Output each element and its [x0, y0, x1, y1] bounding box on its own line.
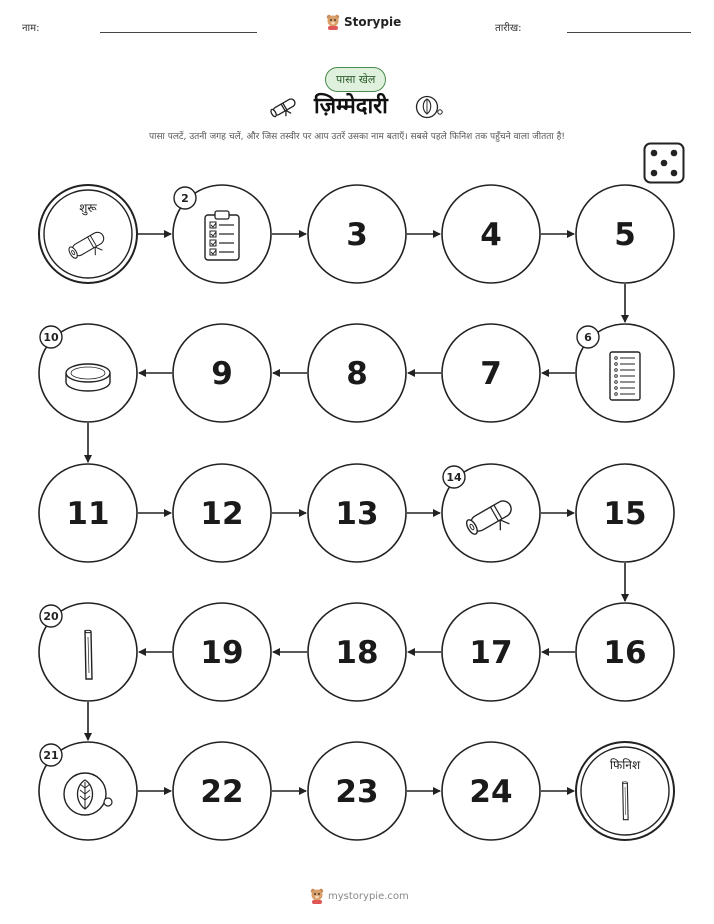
- board-space-10: [39, 324, 137, 422]
- finish-label: फिनिश: [609, 758, 641, 772]
- board-space-21: [39, 742, 137, 840]
- board-space-15: [576, 464, 674, 562]
- space-number: 24: [469, 774, 513, 810]
- space-number: 10: [43, 331, 59, 344]
- board-space-22: [173, 742, 271, 840]
- board-space-20: [39, 603, 137, 701]
- board-space-9: [173, 324, 271, 422]
- instructions: पासा पलटें, उतनी जगह चलें, और जिस तस्वीर पर आप उतरें उसका नाम बताएँ। सबसे पहले फिनिश तक पहुँचने वाला जीतता है!: [149, 132, 565, 142]
- game-type-badge: पासा खेल: [325, 67, 386, 92]
- date-label: तारीख:: [495, 23, 522, 34]
- board-space-8: [308, 324, 406, 422]
- board-space-2: [173, 185, 271, 283]
- space-number: 21: [43, 749, 59, 762]
- brand-name: Storypie: [344, 15, 402, 29]
- space-number: 6: [584, 331, 592, 344]
- start-label: शुरू: [79, 201, 97, 215]
- space-number: 15: [603, 496, 647, 532]
- board-space-4: [442, 185, 540, 283]
- page-title: ज़िम्मेदारी: [314, 94, 388, 119]
- space-number: 12: [200, 496, 244, 532]
- board-space-1: [39, 185, 137, 283]
- clipboard-checklist-icon: [205, 211, 239, 260]
- board-space-24: [442, 742, 540, 840]
- space-number: 5: [614, 217, 636, 253]
- board-space-11: [39, 464, 137, 562]
- space-number: 14: [446, 471, 462, 484]
- board-space-19: [173, 603, 271, 701]
- space-number: 22: [200, 774, 244, 810]
- board-space-13: [308, 464, 406, 562]
- space-number: 20: [43, 610, 59, 623]
- stick-icon: [85, 630, 92, 679]
- bear-mascot-icon: [310, 888, 324, 904]
- stick-icon: [623, 782, 628, 820]
- space-number: 11: [66, 496, 110, 532]
- board-space-16: [576, 603, 674, 701]
- space-number: 8: [346, 356, 368, 392]
- space-number: 7: [480, 356, 502, 392]
- board-space-3: [308, 185, 406, 283]
- board-space-18: [308, 603, 406, 701]
- space-number: 13: [335, 496, 379, 532]
- space-number: 16: [603, 635, 647, 671]
- board-space-23: [308, 742, 406, 840]
- footer-url: mystorypie.com: [328, 890, 409, 902]
- coin-icon: [66, 364, 110, 391]
- footer: [310, 888, 409, 904]
- board-space-6: [576, 324, 674, 422]
- space-number: 2: [181, 192, 189, 205]
- space-number: 18: [335, 635, 379, 671]
- space-number: 23: [335, 774, 379, 810]
- space-number: 17: [469, 635, 513, 671]
- notepad-list-icon: [610, 352, 640, 400]
- board-space-5: [576, 185, 674, 283]
- space-number: 3: [346, 217, 368, 253]
- board-space-25: [576, 742, 674, 840]
- space-number: 19: [200, 635, 244, 671]
- name-label: नाम:: [22, 23, 40, 34]
- board-space-17: [442, 603, 540, 701]
- space-number: 9: [211, 356, 233, 392]
- board-space-7: [442, 324, 540, 422]
- space-number: 4: [480, 217, 502, 253]
- board-space-12: [173, 464, 271, 562]
- board-space-14: [442, 464, 540, 562]
